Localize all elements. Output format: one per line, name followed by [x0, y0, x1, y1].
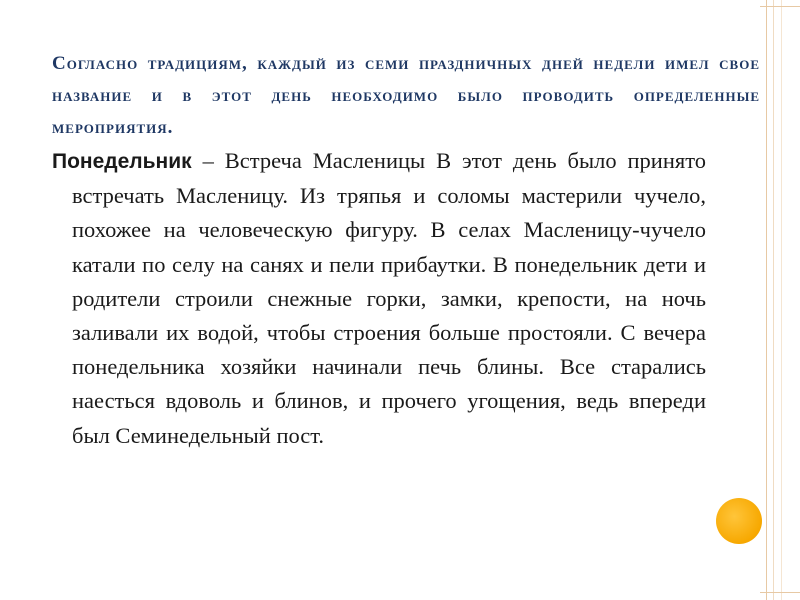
body-text: – Встреча Масленицы В этот день было принято встречать Масленицу. Из тряпья и соломы мастерили чучело, похожее на человеческую фигуру. В селах Масленицу-чучело катали по селу на санях и пели прибаутки. В понедельник дети и родители строили снежные горки, замки, крепости, на ночь заливали их водой, чтобы строения больше простояли. С вечера понедельника хозяйки начинали печь блины. Все старались наесться вдоволь и блинов, и прочего угощения, ведь впереди был Семинедельный пост. — [72, 148, 706, 448]
decorative-circle — [716, 498, 762, 544]
frame-line — [766, 0, 767, 600]
frame-line — [760, 592, 800, 593]
slide-title: Согласно традициям, каждый из семи праздничных дней недели имел свое название и в этот день необходимо было проводить определенные мероприятия. — [52, 53, 760, 138]
frame-line — [773, 0, 774, 600]
day-name: Понедельник — [52, 150, 192, 173]
slide-body — [52, 144, 706, 453]
frame-line — [760, 6, 800, 7]
frame-line — [781, 0, 782, 600]
